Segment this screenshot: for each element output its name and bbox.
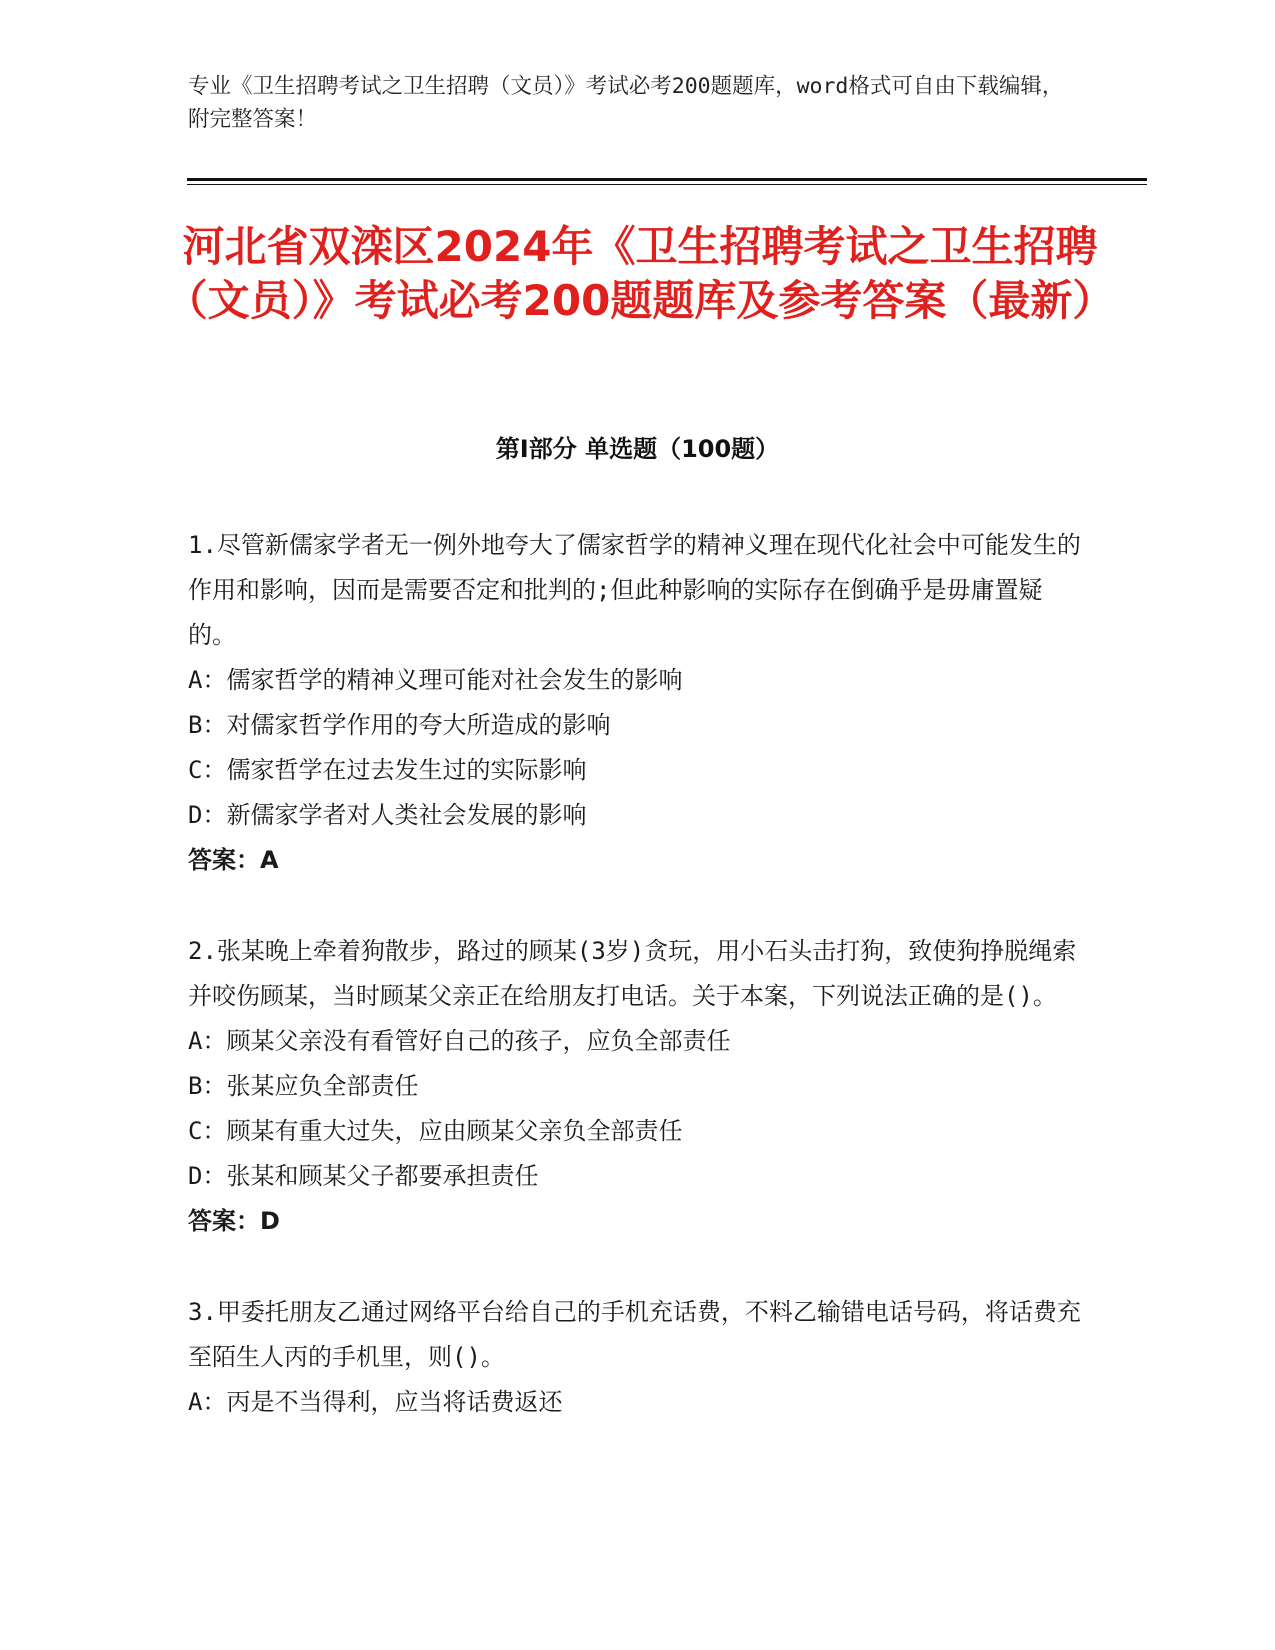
option-c: C：顾某有重大过失，应由顾某父亲负全部责任 <box>188 1117 683 1145</box>
question-3 <box>188 1290 1088 1425</box>
answer: 答案：A <box>188 846 279 874</box>
option-d: D：新儒家学者对人类社会发展的影响 <box>188 801 587 829</box>
header-divider-thick <box>187 178 1147 181</box>
section-title: 第I部分 单选题（100题） <box>495 435 780 463</box>
question-stem: 3.甲委托朋友乙通过网络平台给自己的手机充话费，不料乙输错电话号码，将话费充至陌生人丙的手机里，则()。 <box>188 1298 1081 1371</box>
question-stem: 2.张某晚上牵着狗散步，路过的顾某(3岁)贪玩，用小石头击打狗，致使狗挣脱绳索并咬伤顾某，当时顾某父亲正在给朋友打电话。关于本案，下列说法正确的是()。 <box>188 937 1077 1010</box>
document-title: 河北省双滦区2024年《卫生招聘考试之卫生招聘（文员）》考试必考200题题库及参考答案（最新） <box>165 222 1115 325</box>
option-a: A：丙是不当得利，应当将话费返还 <box>188 1388 563 1416</box>
question-2 <box>188 929 1088 1244</box>
option-b: B：张某应负全部责任 <box>188 1072 419 1100</box>
option-d: D：张某和顾某父子都要承担责任 <box>188 1162 539 1190</box>
question-stem: 1.尽管新儒家学者无一例外地夸大了儒家哲学的精神义理在现代化社会中可能发生的作用和影响，因而是需要否定和批判的;但此种影响的实际存在倒确乎是毋庸置疑的。 <box>188 531 1081 649</box>
option-a: A：儒家哲学的精神义理可能对社会发生的影响 <box>188 666 683 694</box>
question-list <box>188 523 1088 1471</box>
answer: 答案：D <box>188 1207 280 1235</box>
option-c: C：儒家哲学在过去发生过的实际影响 <box>188 756 587 784</box>
header-note: 专业《卫生招聘考试之卫生招聘（文员）》考试必考200题题库，word格式可自由下载编辑，附完整答案！ <box>188 74 1064 132</box>
option-a: A：顾某父亲没有看管好自己的孩子，应负全部责任 <box>188 1027 731 1055</box>
option-b: B：对儒家哲学作用的夸大所造成的影响 <box>188 711 611 739</box>
header-divider-thin <box>187 184 1147 185</box>
question-1 <box>188 523 1088 883</box>
